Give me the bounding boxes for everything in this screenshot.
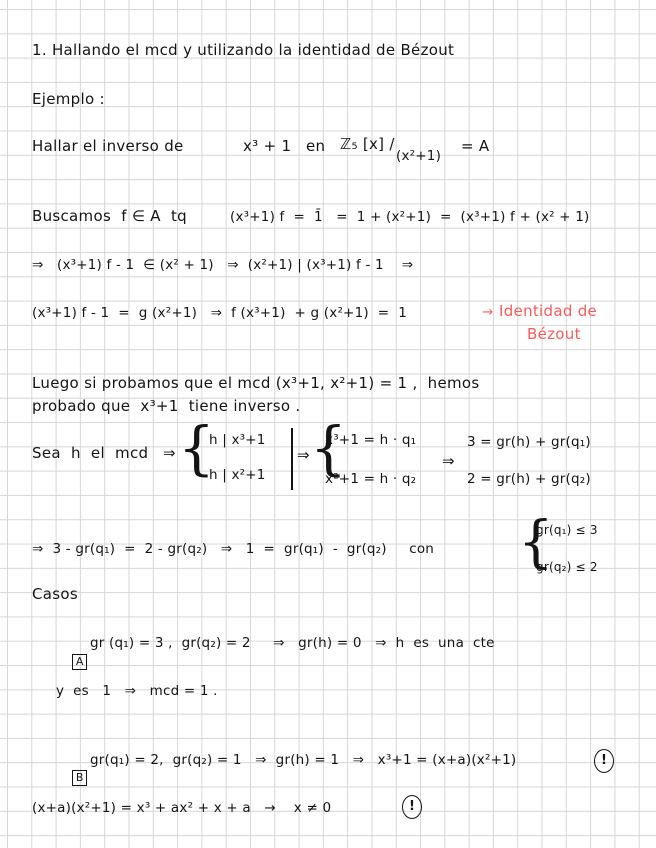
case-b-tag: B (72, 770, 87, 786)
example-label: Ejemplo : (32, 90, 105, 108)
buscamos-lead: Buscamos f ∈ A tq (32, 207, 187, 225)
degree-eq-2: 2 = gr(h) + gr(q₂) (467, 471, 591, 487)
left-brace-3: { (518, 510, 554, 575)
en-word: en (306, 137, 326, 155)
factorization-1: x³+1 = h · q₁ (325, 432, 417, 448)
divides-2: h | x²+1 (209, 467, 266, 483)
casos-label: Casos (32, 585, 78, 603)
degree-difference: ⇒ 3 - gr(q₁) = 2 - gr(q₂) ⇒ 1 = gr(q₁) - gr(q₂) con (32, 541, 435, 557)
degree-bound-1: gr(q₁) ≤ 3 (536, 523, 598, 537)
closing-bar (291, 428, 293, 490)
factorization-2: x²+1 = h · q₂ (325, 471, 417, 487)
left-brace-2: { (310, 414, 347, 482)
luego-line2: probado que x³+1 tiene inverso . (32, 397, 301, 415)
buscamos-equation: (x³+1) f = 1̄ = 1 + (x²+1) = (x³+1) f + (x² + 1) (230, 209, 590, 225)
bezout-label-line1: Identidad de (499, 302, 598, 320)
divides-1: h | x³+1 (209, 432, 266, 448)
red-arrow: → (482, 304, 494, 320)
ring-modulus: (x²+1) (396, 148, 442, 164)
bezout-label-line2: Bézout (527, 325, 581, 343)
case-a-row (52, 634, 87, 688)
case-a-tag: A (72, 654, 87, 670)
find-inverse-text: Hallar el inverso de (32, 137, 184, 155)
ring-name: = A (461, 137, 490, 155)
section-heading: 1. Hallando el mcd y utilizando la identidad de Bézout (32, 41, 455, 59)
case-a-line1: gr (q₁) = 3 , gr(q₂) = 2 ⇒ gr(h) = 0 ⇒ h es una cte (90, 635, 495, 651)
sea-lead: Sea h el mcd (32, 444, 149, 462)
left-brace-1: { (178, 414, 215, 482)
degree-eq-1: 3 = gr(h) + gr(q₁) (467, 434, 591, 450)
alert-circle-icon: ! (594, 749, 614, 773)
case-b-line2: (x+a)(x²+1) = x³ + ax² + x + a → x ≠ 0 (32, 800, 332, 816)
case-b-row (52, 750, 87, 804)
membership-line: ⇒ (x³+1) f - 1 ∈ (x² + 1) ⇒ (x²+1) | (x³+1) f - 1 ⇒ (32, 257, 414, 273)
alert-circle-icon-2: ! (402, 795, 422, 819)
bezout-equation: (x³+1) f - 1 = g (x²+1) ⇒ f (x³+1) + g (x²+1) = 1 (32, 305, 408, 321)
quotient-ring: ℤ₅ [x] / (340, 135, 400, 153)
degree-bound-2: gr(q₂) ≤ 2 (536, 560, 598, 574)
implies-arrow-3: ⇒ (442, 452, 455, 470)
implies-arrow-1: ⇒ (163, 444, 176, 462)
case-b-line1: gr(q₁) = 2, gr(q₂) = 1 ⇒ gr(h) = 1 ⇒ x³+1 = (x+a)(x²+1) (90, 752, 517, 768)
implies-arrow-2: ⇒ (297, 446, 310, 464)
case-a-line2: y es 1 ⇒ mcd = 1 . (56, 683, 218, 699)
luego-line1: Luego si probamos que el mcd (x³+1, x²+1) = 1 , hemos (32, 374, 480, 392)
polynomial: x³ + 1 (243, 137, 292, 155)
